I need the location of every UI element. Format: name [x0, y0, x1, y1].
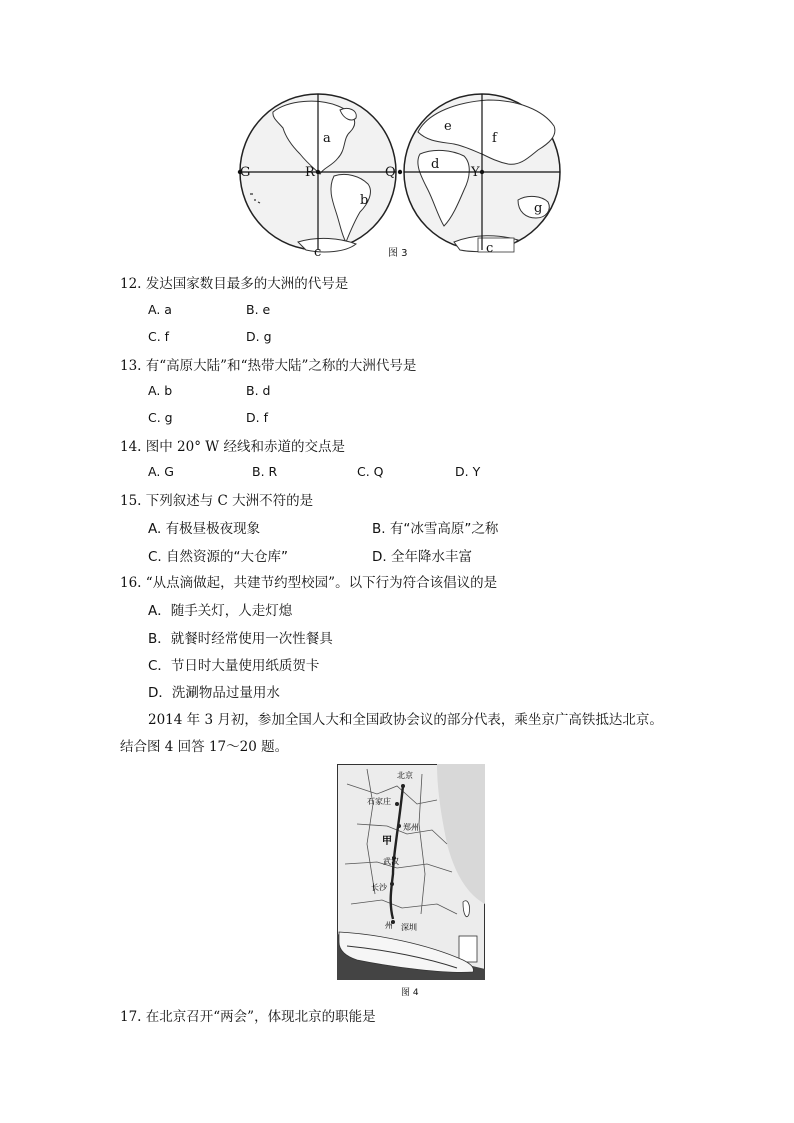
label-R: R — [305, 165, 315, 180]
q12-option-a: A. a — [148, 302, 172, 317]
label-Q: Q — [385, 165, 396, 180]
q12-option-b: B. e — [246, 302, 271, 317]
q14-option-c: C. Q — [357, 464, 384, 479]
q16-option-d: D．洗涮物品过量用水 — [148, 685, 280, 701]
city-wuhan: 武汉 — [383, 857, 399, 866]
figure-3-caption: 图 3 — [388, 248, 408, 259]
q15-option-d: D. 全年降水丰富 — [372, 549, 472, 565]
city-shijiazhuang: 石家庄 — [367, 797, 391, 806]
q13-option-a: A. b — [148, 383, 173, 398]
label-c-east: c — [486, 241, 494, 256]
q14-option-a: A. G — [148, 464, 174, 479]
question-12-stem: 12. 发达国家数目最多的大洲的代号是 — [120, 276, 349, 292]
q15-option-b: B. 有“冰雪高原”之称 — [372, 521, 499, 537]
figure-4-caption: 图 4 — [401, 988, 419, 998]
label-d: d — [431, 157, 440, 172]
city-shenzhen: 深圳 — [401, 923, 417, 932]
q14-option-b: B. R — [252, 464, 278, 479]
city-changsha: 长沙 — [371, 883, 387, 892]
passage-line-2: 结合图 4 回答 17～20 题。 — [120, 739, 289, 755]
label-G: G — [240, 165, 251, 180]
q13-option-d: D. f — [246, 410, 268, 425]
q16-option-a: A．随手关灯，人走灯熄 — [148, 603, 293, 619]
question-15-stem: 15. 下列叙述与 C 大洲不符的是 — [120, 493, 314, 509]
city-guangzhou: 州 — [385, 921, 393, 930]
question-17-stem: 17. 在北京召开“两会”，体现北京的职能是 — [120, 1009, 376, 1025]
label-f: f — [492, 131, 497, 146]
q14-option-d: D. Y — [455, 464, 481, 479]
q12-option-c: C. f — [148, 329, 170, 344]
label-Y: Y — [471, 165, 480, 180]
city-zhengzhou: 郑州 — [403, 823, 419, 832]
label-jia: 甲 — [382, 836, 392, 847]
q16-option-c: C．节日时大量使用纸质贺卡 — [148, 658, 320, 674]
q13-option-b: B. d — [246, 383, 271, 398]
question-16-stem: 16. “从点滴做起，共建节约型校园”。以下行为符合该倡议的是 — [120, 575, 498, 591]
question-14-stem: 14. 图中 20° W 经线和赤道的交点是 — [120, 439, 345, 455]
question-13-stem: 13. 有“高原大陆”和“热带大陆”之称的大洲代号是 — [120, 358, 417, 374]
q15-option-c: C. 自然资源的“大仓库” — [148, 549, 288, 565]
q13-option-c: C. g — [148, 410, 173, 425]
label-e: e — [444, 119, 452, 134]
passage-line-1: 2014 年 3 月初，参加全国人大和全国政协会议的部分代表，乘坐京广高铁抵达北京。 — [148, 712, 663, 728]
q15-option-a: A. 有极昼极夜现象 — [148, 521, 261, 537]
label-c-west: c — [314, 245, 322, 260]
figure-4-railway-map — [337, 764, 485, 980]
label-a: a — [323, 131, 331, 146]
city-beijing: 北京 — [397, 771, 413, 780]
label-b: b — [360, 193, 369, 208]
label-g: g — [534, 201, 543, 216]
q16-option-b: B．就餐时经常使用一次性餐具 — [148, 631, 333, 647]
q12-option-d: D. g — [246, 329, 272, 344]
figure-3-world-map — [228, 92, 572, 262]
